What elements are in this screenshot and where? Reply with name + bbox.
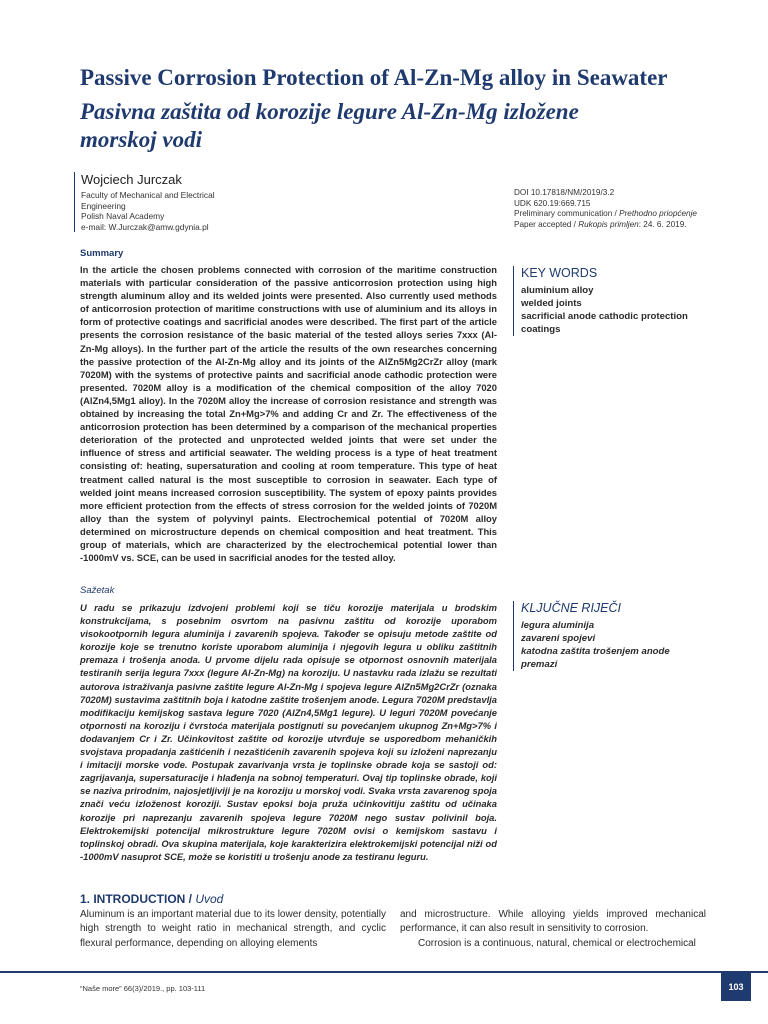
keyword-item: katodna zaštita trošenjem anode xyxy=(521,646,670,657)
title-croatian: Pasivna zaštita od korozije legure Al-Zn-Mg izložene morskoj vodi xyxy=(80,99,579,152)
accepted-date: Paper accepted / Rukopis primljen: 24. 6. 2019. xyxy=(514,219,687,229)
sazetak-label: Sažetak xyxy=(80,585,115,596)
page-number: 103 xyxy=(721,972,751,1001)
keywords-title: KEY WORDS xyxy=(521,266,598,280)
intro-paragraph: and microstructure. While alloying yields improved mechanical performance, it can also result in sensitivity to corrosion. xyxy=(400,909,706,935)
keyword-item: coatings xyxy=(521,324,561,335)
footer-citation: “Naše more” 66(3)/2019., pp. 103-111 xyxy=(80,984,206,993)
summary-text: In the article the chosen problems connected with corrosion of the maritime construction materials with particular consideration of the passive anticorrosion protection using high strength aluminum alloy and its welded joints were presented. Also currently used methods of anticorrosion protection of maritime constructions with use of aluminium and its alloys in form of protective coatings and sacrificial anodes were described. The first part of the article presents the corrosion resistance of the basic material of the tested alloys series 7xxx (Al-Zn-Mg alloys). In the further part of the article the results of the own researches concerning the passive protection of the Al-Zn-Mg alloy and its joints of the AlZn5Mg2CrZr alloy (mark 7020M) with the systems of protective paints and sacrificial anode cathodic protection were presented. 7020M alloy is a modification of the chemical composition of the alloy 7020 (AlZn4,5Mg1 alloy). In the 7020M alloy the increase of corrosion resistance and strength was obtained by increasing the total Zn+Mg>7% and adding Cr and Zr. The effectiveness of the anticorrosion protection has been determined by a comparison of the mechanical properties deterioration of the protected and unprotected welded joints that were set under the influence of stress and artificial seawater. The welding process is a type of heat treatment consisting of: heating, supersaturation and cooling at room temperature. This type of heat treatment called natural is the most susceptible to corrosion in seawater. Each type of welded joint means increased corrosion susceptibility. The system of epoxy paints provides more efficient protection from the effects of stress corrosion for the welded joints of 7020M alloy than the system of polyvinyl paints. Electrochemical potential of 7020M alloy determined on microstructure depends on chemical composition and heat treatment. This group of materials, which are characterized by the electrochemical potential lower than -1000mV vs. SCE, can be used in sacrificial anodes for the tested alloy. xyxy=(80,264,497,564)
affiliation-line: Engineering xyxy=(81,200,126,211)
keywords-croatian xyxy=(513,601,751,671)
affiliation-line: Faculty of Mechanical and Electrical xyxy=(81,190,215,200)
summary-label: Summary xyxy=(80,248,124,259)
article-type: Preliminary communication / Prethodno priopćenje xyxy=(514,209,697,218)
keyword-item: welded joints xyxy=(521,298,582,309)
keyword-item: zavareni spojevi xyxy=(521,633,596,644)
keyword-item: premazi xyxy=(521,659,558,670)
udk: UDK 620.19:669.715 xyxy=(514,198,591,208)
sazetak-text: U radu se prikazuju izdvojeni problemi koji se tiču korozije materijala u brodskim konstrukcijama, s posebnim osvrtom na pasivnu zaštitu od korozije uporabom visokootpornih legura aluminija i zavarenih spojeva. Također se opisuju metode zaštite od korozije koje se trenutno koriste uporabom aluminija i njegovih legura u obliku zaštitnih premaza i trošenja anoda. U prvome dijelu rada opisuje se otpornost osnovnih materijala testiranih serija legura 7xxx (legure Al-Zn-Mg) na koroziju. U nastavku rada izlažu se rezultati autorova istraživanja pasivne zaštite legure Al-Zn-Mg i spojeva legure AlZn5Mg2CrZr (oznaka 7020M) sustavima zaštitnih boja i katodne zaštite trošenjem anode. Legura 7020M predstavlja modifikaciju kemijskog sastava legure 7020 (AlZn4,5Mg1 legure). U leguri 7020M povećanje otpornosti na koroziju i čvrstoća materijala postignuti su povećanjem ukupnog Zn+Mg>7% i dodavanjem Cr i Zr. Učinkovitost zaštite od korozije utvrđuje se usporedbom mehaničkih svojstava propadanja zaštićenih i nezaštićenih zavarenih spojeva koji su izloženi naprezanju i imitaciji morske vode. Postupak zavarivanja vrsta je toplinske obrade koja se sastoji od: zagrijavanja, supersaturacije i hlađenja na sobnoj temperaturi. Ovaj tip toplinske obrade, koji se naziva prirodnim, najosjetljiviji je na koroziju u morskoj vodi. Svaka vrsta zavarenog spoja znači veću izloženost koroziji. Sustav epoksi boja pruža učinkovitiju zaštitu od učinaka korozije pri naprezanju zavarenih spojeva legure 7020M nego sustav polivinil boja. Elektrokemijski potencijal mikrostrukture legure 7020M ovisi o kemijskom sastavu i toplinskoj obradi. Ova skupina materijala, koje karakterizira elektrokemijski potencijal niži od -1000mV nasuprot SCE, može se koristiti u trošenju anode za testiranu leguru. xyxy=(80,602,497,862)
author-email: e-mail: W.Jurczak@amw.gdynia.pl xyxy=(81,221,209,232)
doi: DOI 10.17818/NM/2019/3.2 xyxy=(514,188,615,197)
affiliation-line: Polish Naval Academy xyxy=(81,211,165,221)
title-english: Passive Corrosion Protection of Al-Zn-Mg alloy in Seawater xyxy=(80,65,668,90)
author-block xyxy=(74,172,341,232)
intro-column-left: Aluminum is an important material due to its lower density, potentially high strength to weight ratio in mechanical strength, and cyclic flexural performance, depending on alloying elements xyxy=(80,909,386,949)
article-meta xyxy=(514,188,754,230)
keyword-item: legura aluminija xyxy=(521,620,595,631)
section-heading-introduction: 1. INTRODUCTION / Uvod xyxy=(80,892,224,906)
footer-rule xyxy=(0,971,768,973)
intro-column-right xyxy=(400,908,706,951)
intro-paragraph: Corrosion is a continuous, natural, chemical or electrochemical xyxy=(418,937,696,949)
keywords-english xyxy=(513,266,751,336)
keyword-item: aluminium alloy xyxy=(521,285,594,296)
keyword-item: sacrificial anode cathodic protection xyxy=(521,311,688,322)
keywords-title: KLJUČNE RIJEČI xyxy=(521,601,622,615)
author-name: Wojciech Jurczak xyxy=(81,172,182,187)
